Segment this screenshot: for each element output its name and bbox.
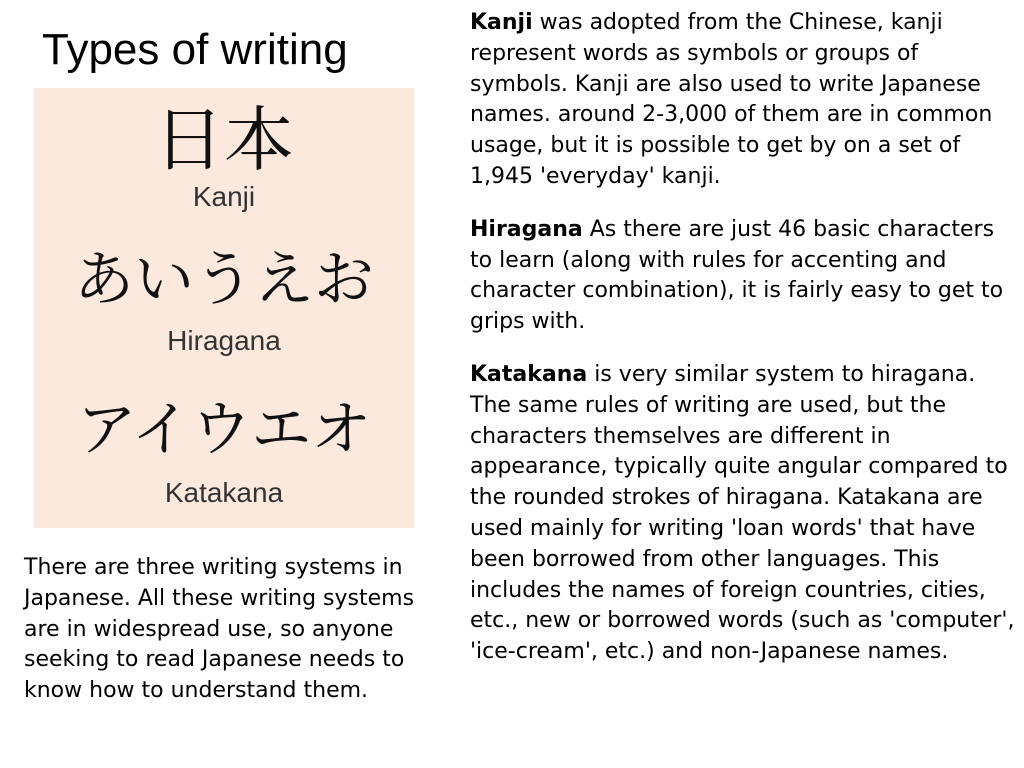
intro-paragraph: There are three writing systems in Japanese. All these writing systems are in widespread use, so anyone seeking to read Japanese needs to know how to understand them. bbox=[24, 555, 415, 704]
katakana-paragraph bbox=[470, 360, 1018, 668]
kanji-characters: 日本 bbox=[154, 99, 294, 181]
kanji-caption: Kanji bbox=[192, 181, 256, 212]
hiragana-paragraph bbox=[470, 215, 1018, 338]
katakana-caption: Katakana bbox=[164, 477, 284, 508]
hiragana-description: As there are just 46 basic characters to learn (along with rules for accenting and character combination), it is fairly easy to get to grips with. bbox=[470, 216, 1004, 335]
writing-systems-image bbox=[34, 88, 414, 528]
page-title: Types of writing bbox=[42, 25, 348, 74]
katakana-term: Katakana bbox=[470, 361, 588, 387]
hiragana-characters: あいうえお bbox=[74, 245, 374, 315]
kanji-description: was adopted from the Chinese, kanji represent words as symbols or groups of symbols. Kanji are also used to write Japanese names. around 2-3,000 of them are in common usage, but it is possible to get by on a set of 1,945 'everyday' kanji. bbox=[470, 10, 993, 189]
hiragana-term: Hiragana bbox=[470, 216, 583, 242]
katakana-description: is very similar system to hiragana. The same rules of writing are used, but the characters themselves are different in appearance, typically quite angular compared to the rounded strokes of hiragana. Katakana are used mainly for writing 'loan words' that have been borrowed from other languages. This includes the names of foreign countries, cities, etc., new or borrowed words (such as 'computer', 'ice-cream', etc.) and non-Japanese names. bbox=[470, 361, 1015, 665]
kanji-paragraph bbox=[470, 8, 1018, 193]
descriptions-column bbox=[470, 8, 1018, 668]
katakana-characters: アイウエオ bbox=[76, 395, 372, 465]
hiragana-caption: Hiragana bbox=[167, 325, 281, 356]
kanji-term: Kanji bbox=[470, 10, 533, 35]
